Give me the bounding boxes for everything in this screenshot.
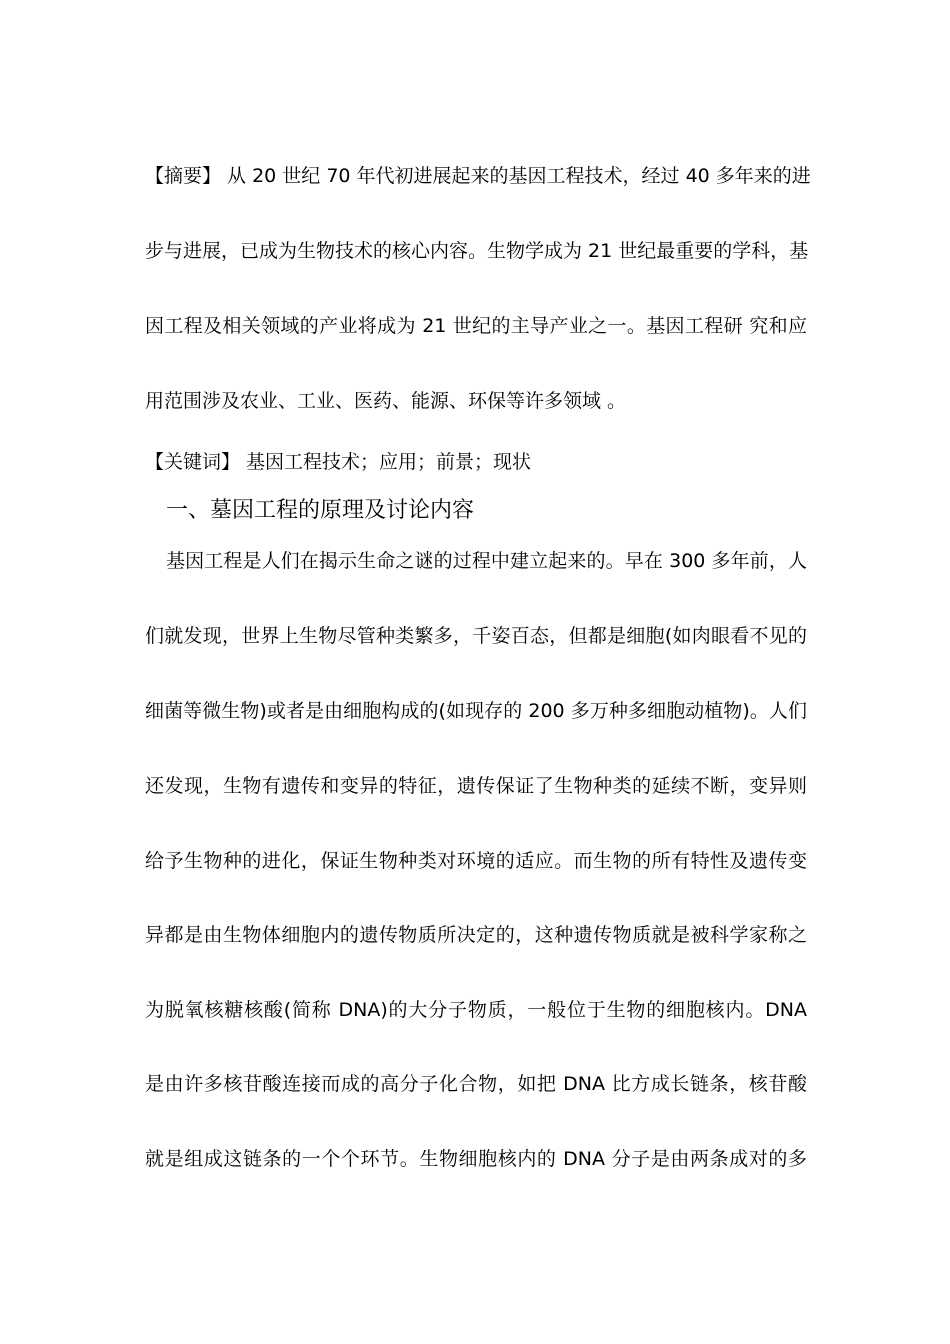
- section-heading: 一、墓因工程的原理及讨论内容: [166, 498, 475, 523]
- body-line-6: 异都是由生物体细胞内的遗传物质所决定的，这种遗传物质就是被科学家称之: [145, 924, 807, 946]
- body-line-2: 们就发现，世界上生物尽管种类繁多，千姿百态，但都是细胞(如肉眼看不见的: [145, 625, 807, 647]
- body-line-7: 为脱氧核糖核酸(简称 DNA)的大分子物质，一般位于生物的细胞核内。DNA: [145, 999, 807, 1021]
- keywords-line: 【关键词】 基因工程技术；应用；前景；现状: [145, 451, 532, 473]
- body-line-5: 给予生物种的进化，保证生物种类对环境的适应。而生物的所有特性及遗传变: [145, 850, 807, 872]
- abstract-line-4: 用范围涉及农业、工业、医药、能源、环保等许多领域 。: [145, 390, 627, 412]
- body-line-9: 就是组成这链条的一个个环节。生物细胞核内的 DNA 分子是由两条成对的多: [145, 1148, 807, 1170]
- abstract-line-3: 因工程及相关领域的产业将成为 21 世纪的主导产业之一。基因工程研 究和应: [145, 315, 807, 337]
- body-line-4: 还发现，生物有遗传和变异的特征，遗传保证了生物种类的延续不断，变异则: [145, 775, 807, 797]
- body-line-3: 细菌等微生物)或者是由细胞构成的(如现存的 200 多万种多细胞动植物)。人们: [145, 700, 807, 722]
- body-line-8: 是由许多核苷酸连接而成的高分子化合物，如把 DNA 比方成长链条，核苷酸: [145, 1073, 807, 1095]
- abstract-line-2: 步与进展，已成为生物技术的核心内容。生物学成为 21 世纪最重要的学科，基: [145, 240, 809, 262]
- body-line-1: 基因工程是人们在揭示生命之谜的过程中建立起来的。早在 300 多年前，人: [166, 550, 807, 572]
- abstract-line-1: 【摘要】 从 20 世纪 70 年代初进展起来的基因工程技术，经过 40 多年来的进: [145, 165, 811, 187]
